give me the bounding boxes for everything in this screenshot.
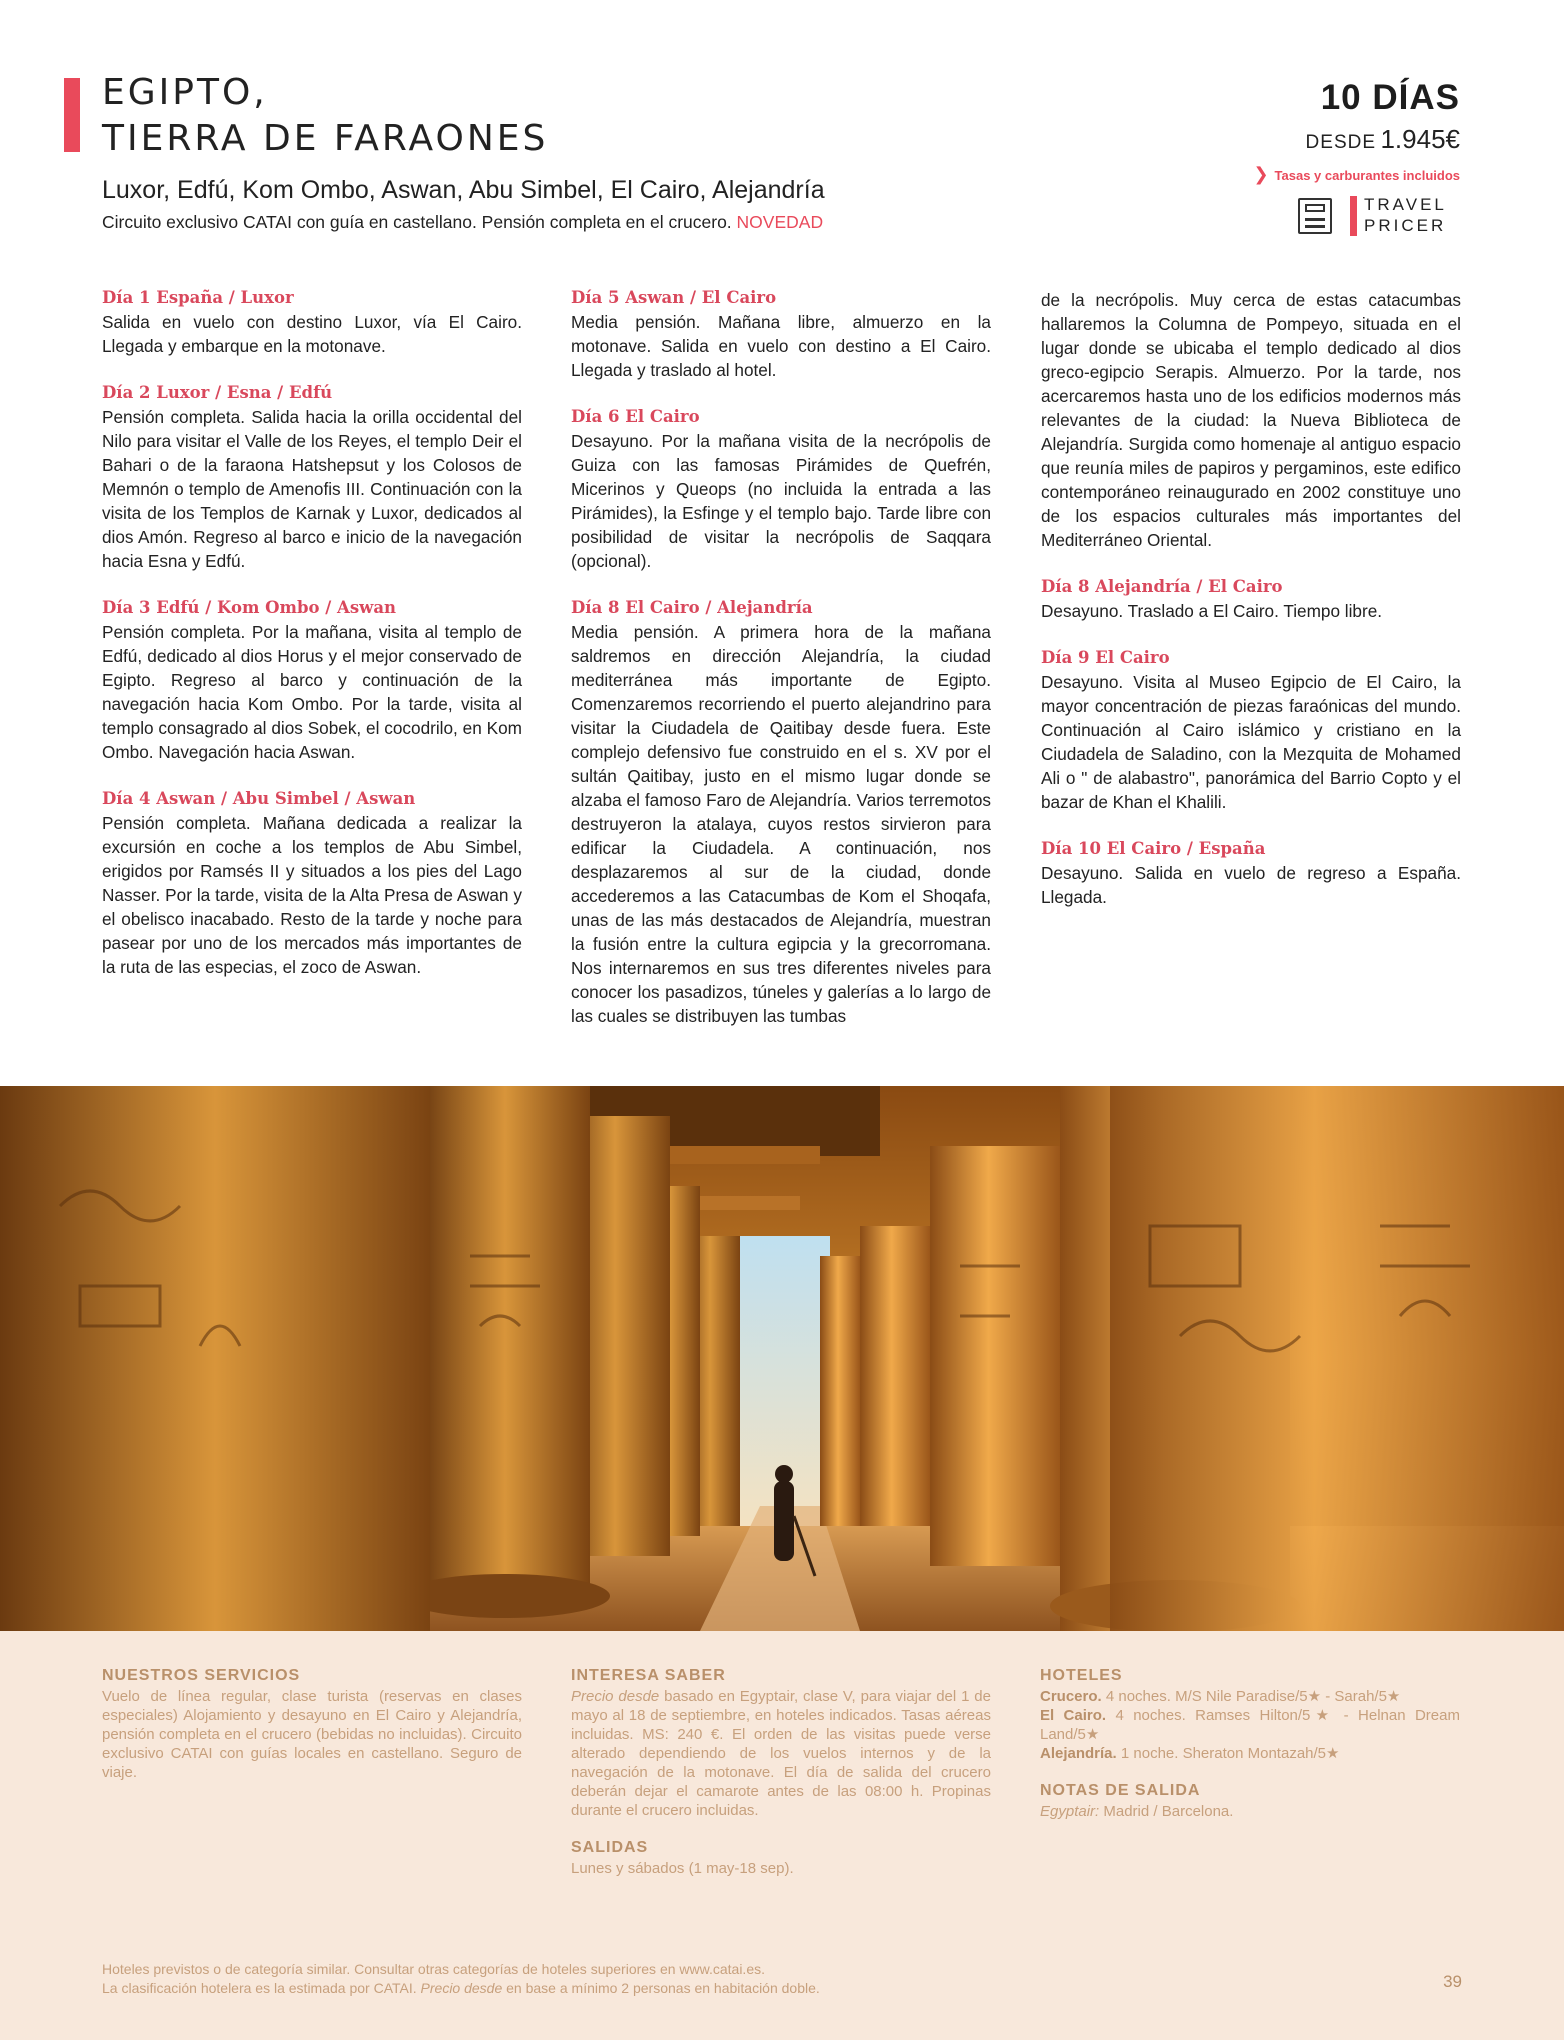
itinerary-day <box>1041 837 1461 909</box>
day-title: Día 5 Aswan / El Cairo <box>571 288 777 307</box>
day-title: Día 9 El Cairo <box>1041 648 1170 667</box>
interesa-heading: INTERESA SABER <box>571 1667 726 1684</box>
salidas-text: Lunes y sábados (1 may-18 sep). <box>571 1860 794 1877</box>
day-text: Desayuno. Traslado a El Cairo. Tiempo libre. <box>1041 601 1383 621</box>
day-text: Salida en vuelo con destino Luxor, vía El Cairo. Llegada y embarque en la motonave. <box>102 312 522 356</box>
hotel-item <box>1040 1706 1460 1744</box>
itinerary-day <box>1041 575 1461 623</box>
precio-desde-italic: Precio desde <box>571 1688 660 1705</box>
notas-text <box>1040 1802 1460 1821</box>
itinerary-day <box>102 381 522 573</box>
footnote-line-2 <box>102 1979 820 1998</box>
travel-pricer-logo <box>1298 194 1460 238</box>
footnote-line-1: Hoteles previstos o de categoría similar. Consultar otras categorías de hoteles superiores en www.catai.es. <box>102 1961 765 1977</box>
itinerary-day <box>102 787 522 979</box>
itinerary-day <box>571 405 991 573</box>
day-text: Desayuno. Salida en vuelo de regreso a España. Llegada. <box>1041 863 1461 907</box>
day-title: Día 10 El Cairo / España <box>1041 839 1266 858</box>
karnak-temple-photo <box>0 1086 1564 1631</box>
salidas-heading: SALIDAS <box>571 1839 649 1856</box>
circuit-description <box>102 212 823 233</box>
chevron-right-icon: ❯ <box>1253 164 1269 184</box>
footnote <box>102 1960 820 1998</box>
day-text: Desayuno. Visita al Museo Egipcio de El Cairo, la mayor concentración de piezas faraónicas del mundo. Continuación al Cairo islámico y cristiano en la Ciudadela de Saladino, con la Mezquita de Mohamed Ali o " de alabastro", panorámica del Barrio Copto y el bazar de Khan el Khalili. <box>1041 672 1461 812</box>
price-block <box>1306 124 1460 155</box>
services-heading: NUESTROS SERVICIOS <box>102 1667 301 1684</box>
day-text: Pensión completa. Mañana dedicada a realizar la excursión en coche a los templos de Abu Simbel, erigidos por Ramsés II y situados a los pies del Lago Nasser. Por la tarde, visita de la Alta Presa de Aswan y el obelisco inacabado. Resto de la tarde y noche para pasear por uno de los mercados más importantes de la ruta de las especias, el zoco de Aswan. <box>102 813 522 977</box>
price-value: 1.945€ <box>1380 124 1460 154</box>
novedad-label: NOVEDAD <box>736 212 824 232</box>
itinerary-day <box>102 286 522 358</box>
route-subtitle: Luxor, Edfú, Kom Ombo, Aswan, Abu Simbel, El Cairo, Alejandría <box>102 176 825 204</box>
hotel-city: Crucero. <box>1040 1688 1102 1705</box>
hotel-item <box>1040 1687 1460 1706</box>
hotel-city: El Cairo. <box>1040 1707 1107 1724</box>
day-title: Día 4 Aswan / Abu Simbel / Aswan <box>102 789 416 808</box>
itinerary-day <box>1041 646 1461 814</box>
title-line-1: EGIPTO, <box>102 72 268 113</box>
itinerary-column-2 <box>571 286 991 1051</box>
day-title: Día 2 Luxor / Esna / Edfú <box>102 383 333 402</box>
pricer-line-2: PRICER <box>1364 216 1447 235</box>
pricer-line-1: TRAVEL <box>1364 195 1447 214</box>
page-title <box>102 70 548 162</box>
interesa-text <box>571 1687 991 1820</box>
taxes-note <box>1253 164 1460 185</box>
day-title: Día 6 El Cairo <box>571 407 700 426</box>
footnote-italic: Precio desde <box>420 1980 503 1996</box>
circuit-text: Circuito exclusivo CATAI con guía en castellano. Pensión completa en el crucero. <box>102 212 732 232</box>
itinerary-day <box>571 596 991 1028</box>
hotel-city: Alejandría. <box>1040 1745 1117 1762</box>
hotel-detail: 4 noches. Ramses Hilton/5★ - Helnan Dream Land/5★ <box>1040 1707 1460 1743</box>
pricer-accent-bar <box>1350 196 1357 236</box>
taxes-text: Tasas y carburantes incluidos <box>1274 168 1460 183</box>
day-text: Media pensión. A primera hora de la mañana saldremos en dirección Alejandría, la ciudad mediterránea más importante de Egipto. Comenzaremos recorriendo el puerto alejandrino para visitar la Ciudadela de Qaitibay desde fuera. Este complejo defensivo fue construido en el s. XV por el sultán Qaitibay, justo en el mismo lugar donde se alzaba el famoso Faro de Alejandría. Varios terremotos destruyeron la atalaya, cuyos restos sirvieron para edificar la Ciudadela. A continuación, nos desplazaremos al sur de la ciudad, donde accederemos a las Catacumbas de Kom el Shoqafa, unas de las más destacados de Alejandría, muestran la fusión entre la cultura egipcia y la grecorromana. Nos internaremos en sus tres diferentes niveles para conocer los pasadizos, túneles y galerías a lo largo de las cuales se distribuyen las tumbas <box>571 622 991 1026</box>
interesa-body: basado en Egyptair, clase V, para viajar del 1 de mayo al 18 de septiembre, en hoteles indicados. Tasas aéreas incluidas. MS: 240 €. El orden de las visitas puede verse alterado dependiendo de los vuelos internos y de la navegación de la motonave. El día de salida del crucero deberán dejar el camarote antes de las 08:00 h. Propinas durante el crucero incluidas. <box>571 1688 991 1819</box>
title-accent-bar <box>64 78 80 152</box>
pricer-text <box>1364 194 1447 236</box>
title-line-2: TIERRA DE FARAONES <box>102 118 549 159</box>
footnote-line-2b: en base a mínimo 2 personas en habitación doble. <box>502 1980 820 1996</box>
day-title: Día 3 Edfú / Kom Ombo / Aswan <box>102 598 397 617</box>
services-section <box>102 1666 522 1782</box>
day-text: Pensión completa. Salida hacia la orilla occidental del Nilo para visitar el Valle de los Reyes, el templo Deir el Bahari o de la faraona Hatshepsut y los Colosos de Memnón o templo de Amenofis III. Continuación con la visita de los Templos de Karnak y Luxor, dedicados al dios Amón. Regreso al barco e inicio de la navegación hacia Esna y Edfú. <box>102 407 522 571</box>
trip-duration: 10 DÍAS <box>1320 78 1460 117</box>
itinerary-column-3 <box>1041 288 1461 932</box>
hotel-item <box>1040 1744 1460 1763</box>
hotels-heading: HOTELES <box>1040 1667 1123 1684</box>
services-text: Vuelo de línea regular, clase turista (reservas en clases especiales) Alojamiento y desayuno en El Cairo y Alejandría, pensión completa en el crucero (bebidas no incluidas). Circuito exclusivo CATAI con guías locales en castellano. Seguro de viaje. <box>102 1688 522 1781</box>
interesa-saber-section <box>571 1666 991 1878</box>
day-title: Día 1 España / Luxor <box>102 288 294 307</box>
hotel-detail: 4 noches. M/S Nile Paradise/5★ - Sarah/5★ <box>1101 1688 1401 1705</box>
notas-italic: Egyptair: <box>1040 1803 1100 1820</box>
hotel-detail: 1 noche. Sheraton Montazah/5★ <box>1116 1745 1340 1762</box>
page-number: 39 <box>1443 1972 1462 1991</box>
day-text: Desayuno. Por la mañana visita de la necrópolis de Guiza con las famosas Pirámides de Quefrén, Micerinos y Queops (no incluida la entrada a las Pirámides), la Esfinge y el templo bajo. Tarde libre con posibilidad de visitar la necrópolis de Saqqara (opcional). <box>571 431 991 571</box>
day-title: Día 8 El Cairo / Alejandría <box>571 598 813 617</box>
calculator-icon <box>1298 198 1332 234</box>
day-text: Pensión completa. Por la mañana, visita al templo de Edfú, dedicado al dios Horus y el mejor conservado de Egipto. Regreso al barco y continuación de la navegación hacia Kom Ombo. Por la tarde, visita al templo consagrado al dios Sobek, el cocodrilo, en Kom Ombo. Navegación hacia Aswan. <box>102 622 522 762</box>
footnote-line-2a: La clasificación hotelera es la estimada por CATAI. <box>102 1980 421 1996</box>
notas-heading: NOTAS DE SALIDA <box>1040 1782 1201 1799</box>
day-text: de la necrópolis. Muy cerca de estas catacumbas hallaremos la Columna de Pompeyo, situada en el lugar donde se ubicaba el templo dedicado al dios greco-egipcio Serapis. Almuerzo. Por la tarde, nos acercaremos hasta uno de los edificios modernos más relevantes de la ciudad: la Nueva Biblioteca de Alejandría. Surgida como homenaje al antiguo espacio que reunía miles de papiros y pergaminos, este edifico contemporáneo reinaugurado en 2002 constituye uno de los espacios culturales más importantes del Mediterráneo Oriental. <box>1041 290 1461 550</box>
itinerary-day-continued <box>1041 288 1461 552</box>
day-title: Día 8 Alejandría / El Cairo <box>1041 577 1283 596</box>
day-text: Media pensión. Mañana libre, almuerzo en la motonave. Salida en vuelo con destino a El Cairo. Llegada y traslado al hotel. <box>571 312 991 380</box>
notas-body: Madrid / Barcelona. <box>1099 1803 1234 1820</box>
hotels-section <box>1040 1666 1460 1821</box>
itinerary-day <box>102 596 522 764</box>
desde-label: DESDE <box>1305 132 1377 153</box>
itinerary-column-1 <box>102 286 522 1002</box>
itinerary-day <box>571 286 991 382</box>
